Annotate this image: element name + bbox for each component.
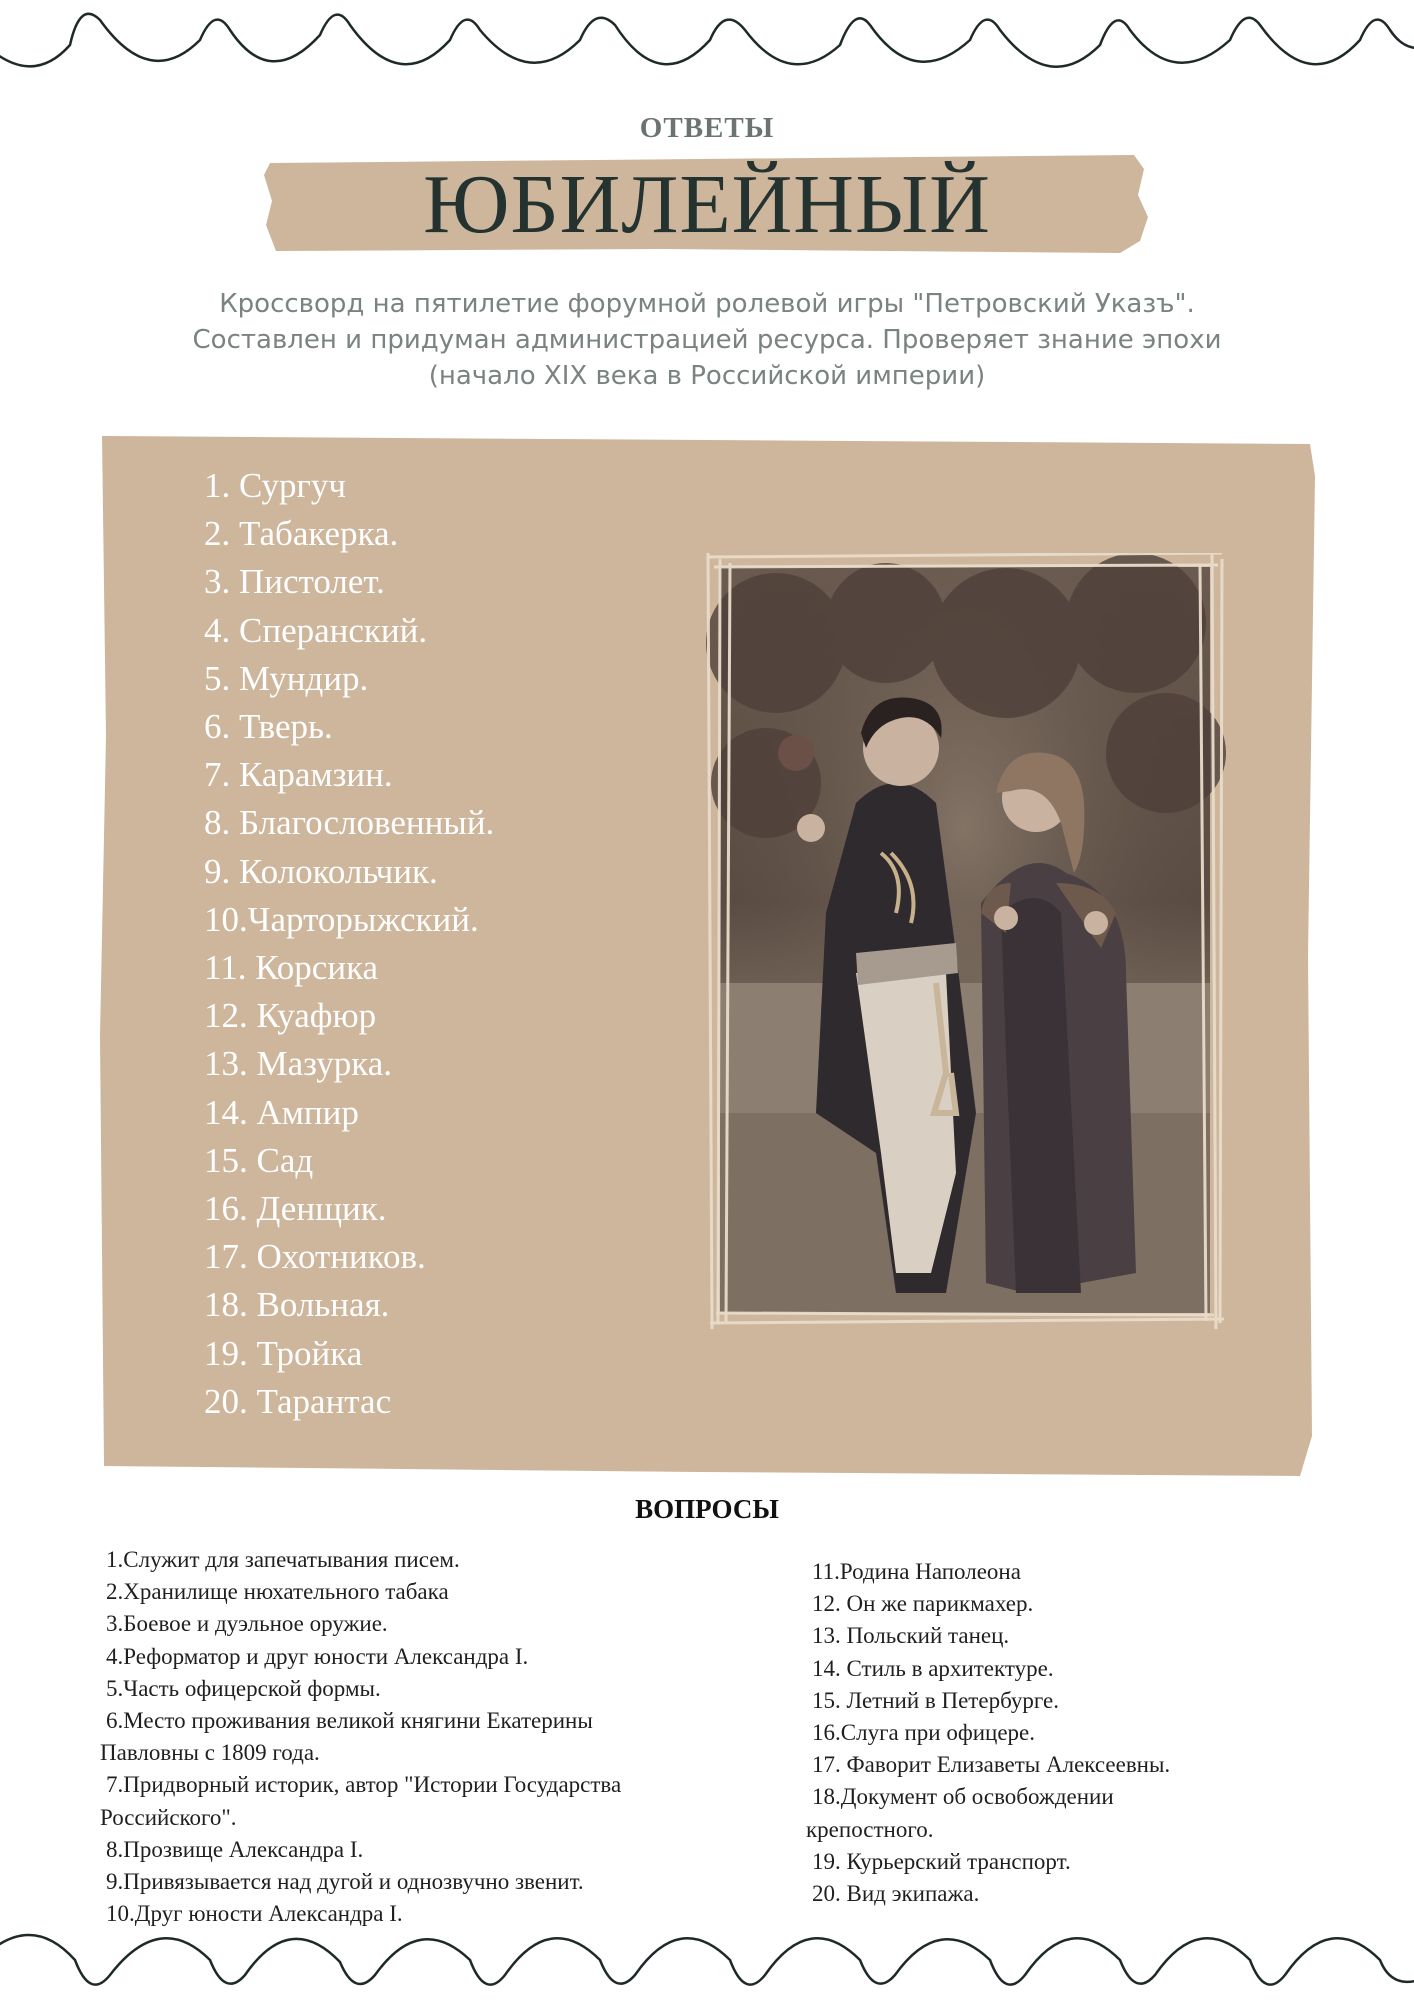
answer-item: 5. Мундир. <box>204 658 369 698</box>
answer-item: 6. Тверь. <box>204 707 333 747</box>
answer-item: 7. Карамзин. <box>204 755 393 795</box>
questions-title: ВОПРОСЫ <box>635 1494 779 1524</box>
question-line: Российского". <box>100 1804 237 1830</box>
bottom-scallop-border <box>0 1920 1414 2000</box>
answer-item: 17. Охотников. <box>204 1237 426 1277</box>
subtitle <box>100 286 1314 394</box>
questions-right-column <box>806 1556 1346 1910</box>
question-item: 20. Вид экипажа. <box>812 1881 980 1907</box>
question-line: 6.Место проживания великой княгини Екатерины <box>106 1708 593 1734</box>
subtitle-line: Кроссворд на пятилетие форумной ролевой игры "Петровский Указъ". <box>219 289 1195 319</box>
question-item: 11.Родина Наполеона <box>812 1559 1021 1584</box>
question-line: Павловны с 1809 года. <box>100 1740 320 1766</box>
question-item <box>100 1705 740 1769</box>
question-item: 8.Прозвище Александра I. <box>106 1836 364 1862</box>
answer-item: 14. Ампир <box>204 1092 359 1132</box>
answer-item: 11. Корсика <box>204 948 379 988</box>
answer-item: 3. Пистолет. <box>204 562 385 602</box>
answer-item: 9. Колокольчик. <box>204 851 438 891</box>
page-title: ЮБИЛЕЙНЫЙ <box>423 158 991 251</box>
question-item: 19. Курьерский транспорт. <box>812 1848 1071 1874</box>
answer-item: 1. Сургуч <box>204 466 346 505</box>
question-item <box>806 1781 1346 1845</box>
question-item: 13. Польский танец. <box>812 1623 1010 1649</box>
question-item: 4.Реформатор и друг юности Александра I. <box>106 1643 529 1669</box>
answer-item: 10.Чарторыжский. <box>204 899 479 939</box>
question-line: 7.Придворный историк, автор "Истории Государства <box>106 1772 622 1798</box>
question-item: 9.Привязывается над дугой и однозвучно звенит. <box>106 1869 584 1895</box>
question-item <box>100 1769 740 1833</box>
question-item: 17. Фаворит Елизаветы Алексеевны. <box>812 1752 1171 1778</box>
answer-item: 2. Табакерка. <box>204 514 399 554</box>
answer-item: 18. Вольная. <box>204 1285 390 1325</box>
top-scallop-border <box>0 0 1414 80</box>
question-line: 18.Документ об освобождении <box>812 1784 1114 1810</box>
question-line: крепостного. <box>806 1816 934 1842</box>
question-item: 14. Стиль в архитектуре. <box>812 1655 1054 1681</box>
question-item: 16.Слуга при офицере. <box>812 1720 1036 1746</box>
question-item: 5.Часть офицерской формы. <box>106 1675 381 1701</box>
answer-item: 19. Тройка <box>204 1333 363 1373</box>
question-item: 15. Летний в Петербурге. <box>812 1687 1059 1713</box>
answer-item: 13. Мазурка. <box>204 1044 393 1084</box>
question-item: 10.Друг юности Александра I. <box>106 1901 403 1927</box>
question-item: 12. Он же парикмахер. <box>812 1591 1034 1617</box>
questions-left-column <box>100 1544 740 1930</box>
question-item: 2.Хранилище нюхательного табака <box>106 1579 449 1605</box>
answer-item: 15. Сад <box>204 1140 314 1180</box>
answer-item: 16. Денщик. <box>204 1189 387 1229</box>
subtitle-line: Составлен и придуман администрацией ресурса. Проверяет знание эпохи <box>192 325 1222 355</box>
answer-item: 12. Куафюр <box>204 996 377 1036</box>
subtitle-line: (начало XIX века в Российской империи) <box>428 361 986 391</box>
question-item: 3.Боевое и дуэльное оружие. <box>106 1611 388 1637</box>
vintage-couple-photo <box>706 553 1226 1329</box>
pre-title: ОТВЕТЫ <box>639 112 775 144</box>
answer-item: 4. Сперанский. <box>204 610 428 650</box>
answers-list <box>204 462 724 1426</box>
question-item: 1.Служит для запечатывания писем. <box>106 1547 460 1572</box>
answer-item: 8. Благословенный. <box>204 803 495 843</box>
answer-item: 20. Тарантас <box>204 1381 392 1421</box>
